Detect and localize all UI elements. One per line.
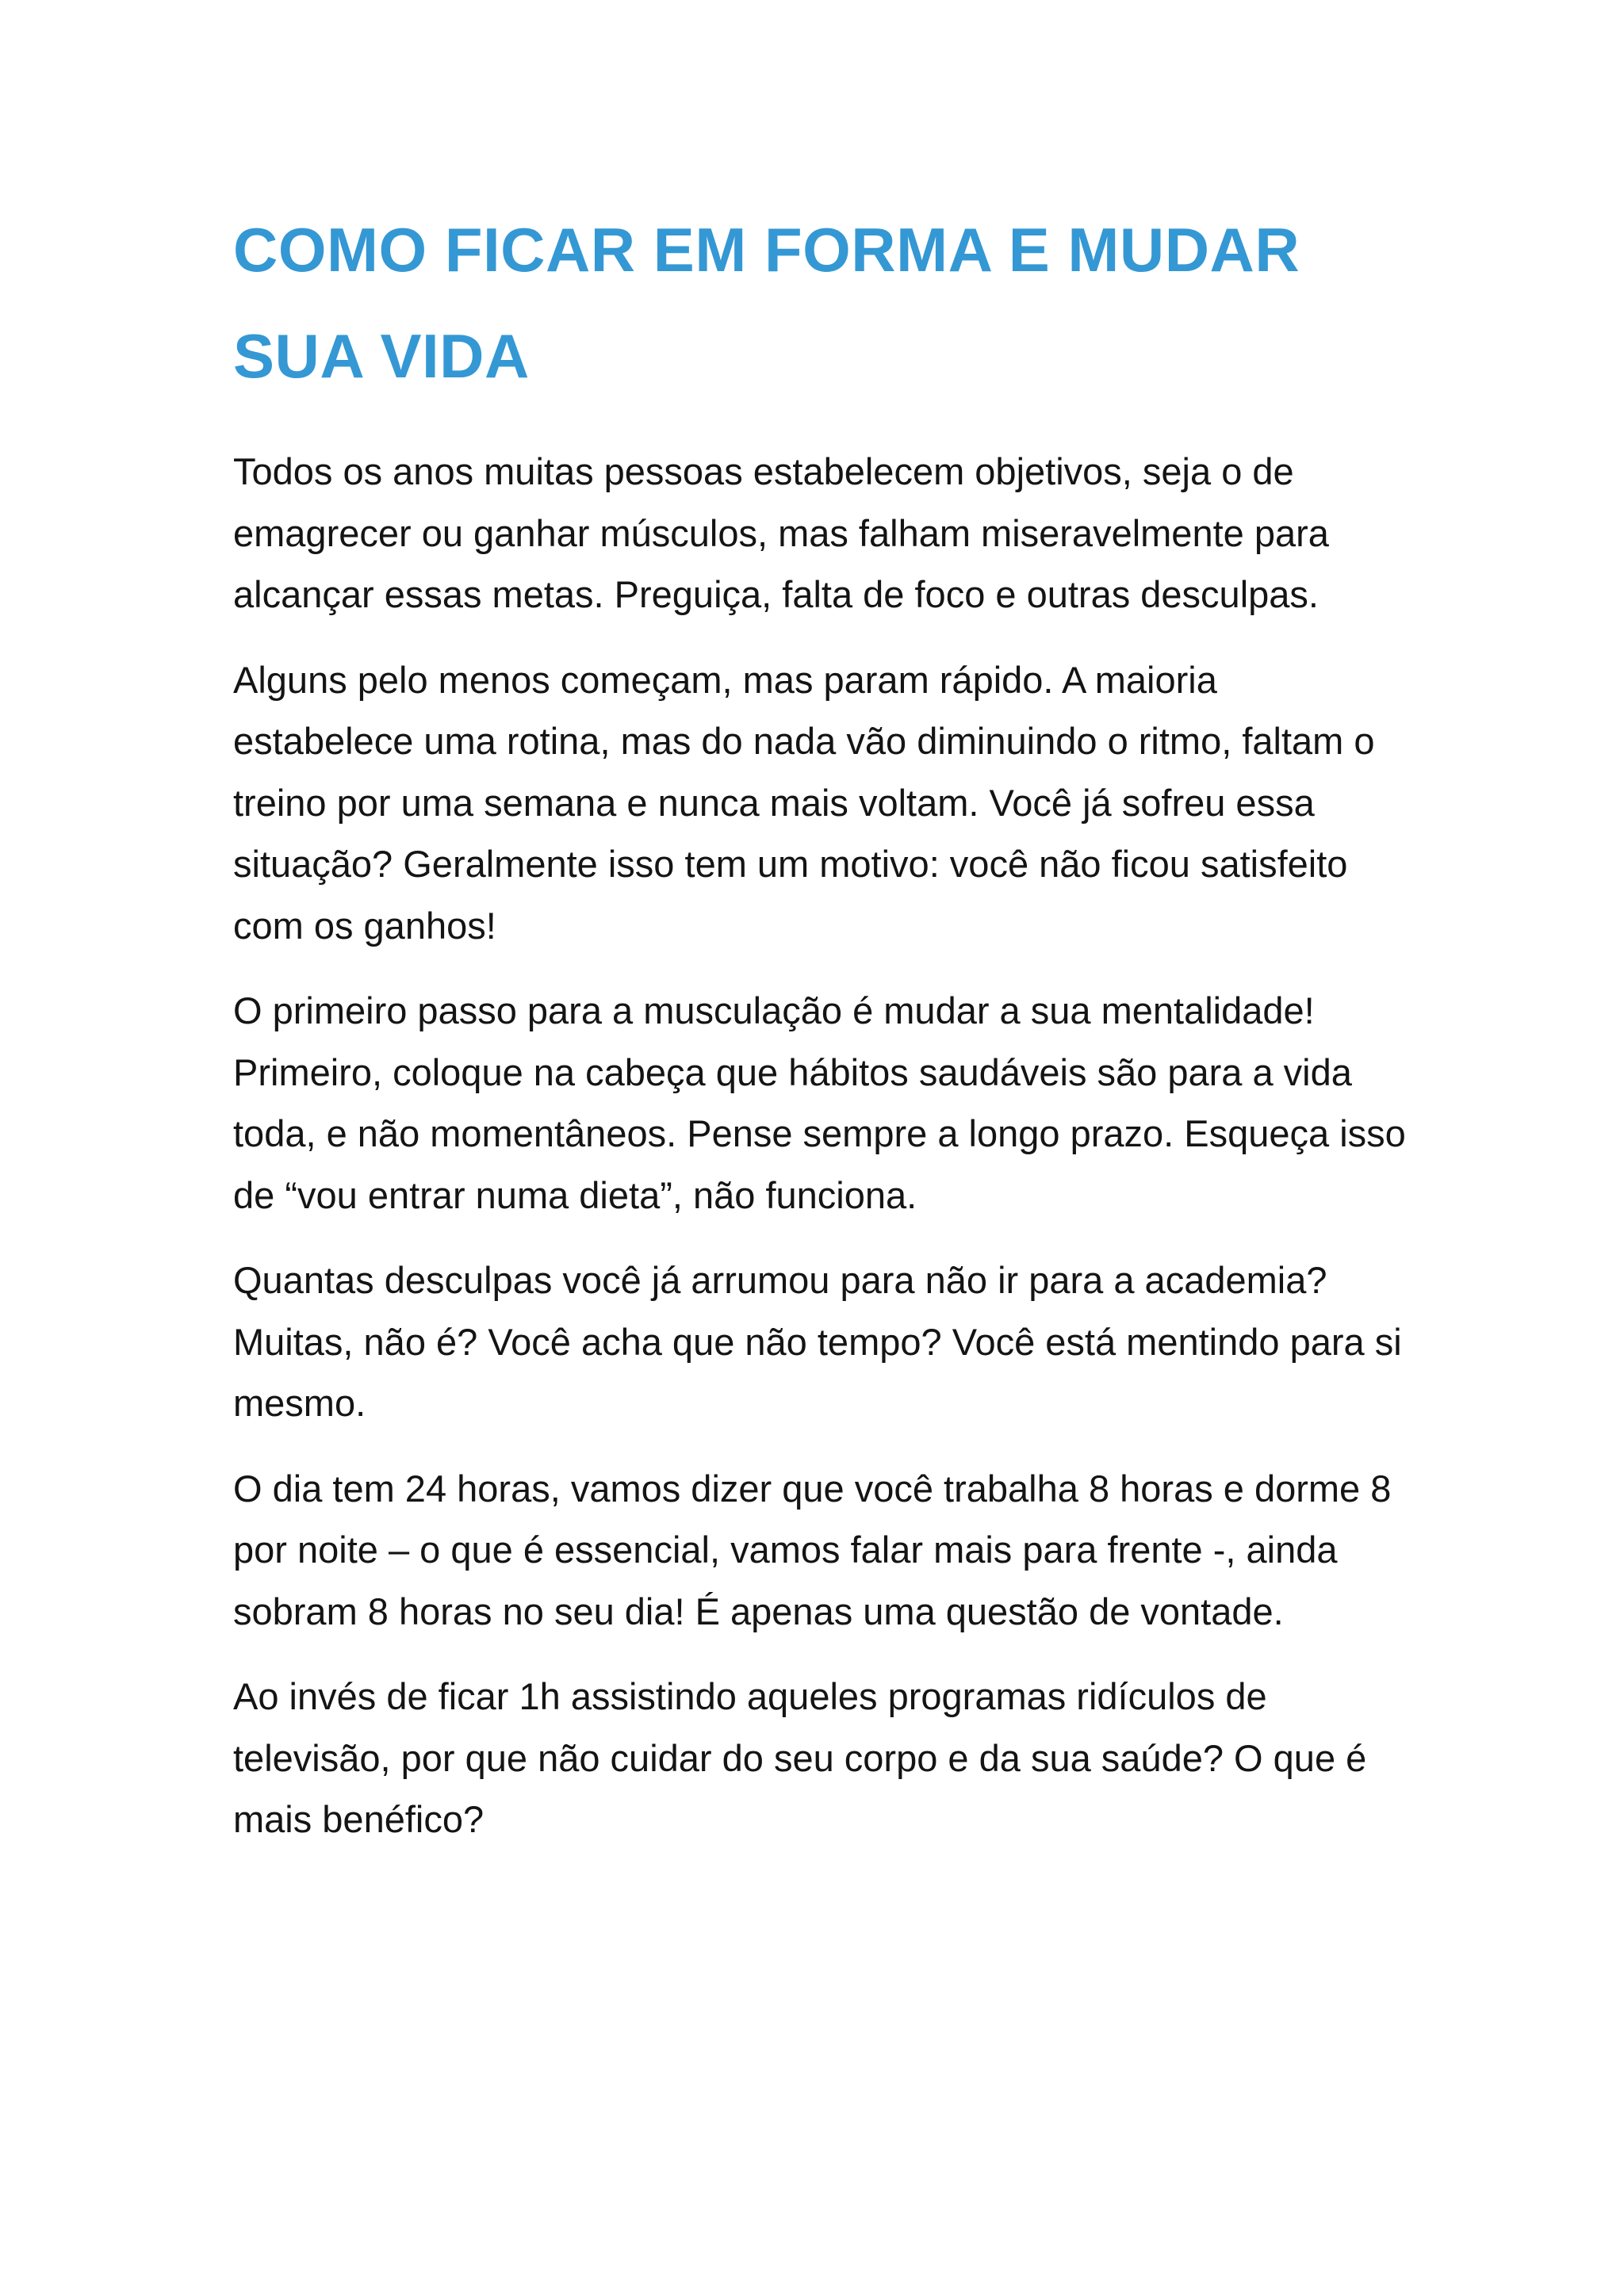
paragraph-5: O dia tem 24 horas, vamos dizer que você trabalha 8 horas e dorme 8 por noite – o que é essencial, vamos falar mais para frente -, ainda sobram 8 horas no seu dia! É apenas uma questão de vontade. [233,1467,1392,1632]
paragraph-6: Ao invés de ficar 1h assistindo aqueles programas ridículos de televisão, por que não cuidar do seu corpo e da sua saúde? O que é mais benéfico? [233,1675,1367,1840]
document-content [233,197,1407,1850]
paragraph-4: Quantas desculpas você já arrumou para não ir para a academia? Muitas, não é? Você acha que não tempo? Você está mentindo para si mesmo. [233,1259,1402,1424]
paragraph-1: Todos os anos muitas pessoas estabelecem objetivos, seja o de emagrecer ou ganhar músculos, mas falham miseravelmente para alcançar essas metas. Preguiça, falta de foco e outras desculpas. [233,450,1329,615]
document-title: COMO FICAR EM FORMA E MUDAR SUA VIDA [233,215,1300,391]
paragraph-2: Alguns pelo menos começam, mas param rápido. A maioria estabelece uma rotina, mas do nada vão diminuindo o ritmo, faltam o treino por uma semana e nunca mais voltam. Você já sofreu essa situação? Geralmente isso tem um motivo: você não ficou satisfeito com os ganhos! [233,658,1375,947]
paragraph-3: O primeiro passo para a musculação é mudar a sua mentalidade! Primeiro, coloque na cabeça que hábitos saudáveis são para a vida toda, e não momentâneos. Pense sempre a longo prazo. Esqueça isso de “vou entrar numa dieta”, não funciona. [233,989,1406,1216]
